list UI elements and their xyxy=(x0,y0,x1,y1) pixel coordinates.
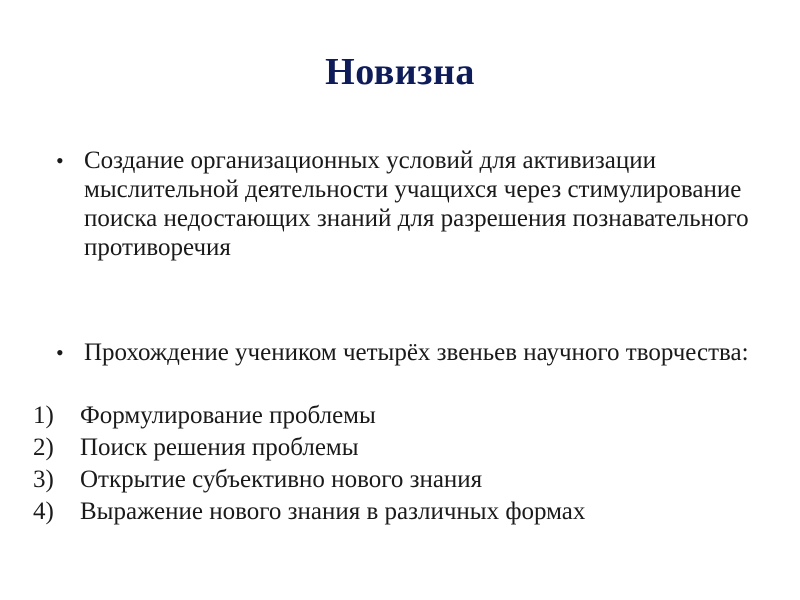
step-text: Поиск решения проблемы xyxy=(80,434,359,461)
bullet-text: Прохождение учеником четырёх звеньев научного творчества: xyxy=(84,339,749,366)
bullet-marker: • xyxy=(56,340,64,365)
step-number: 3) xyxy=(33,466,54,493)
step-text: Формулирование проблемы xyxy=(80,402,376,429)
step-text: Выражение нового знания в различных формах xyxy=(80,498,586,525)
bullet-item xyxy=(56,338,756,367)
step-number: 2) xyxy=(33,434,54,461)
step-number: 4) xyxy=(33,498,54,525)
bullet-text: Создание организационных условий для активизации мыслительной деятельности учащихся через стимулирование поиска недостающих знаний для разрешения познавательного противоречия xyxy=(84,147,749,261)
step-text: Открытие субъективно нового знания xyxy=(80,466,483,493)
step-item xyxy=(33,464,773,496)
bullet-item xyxy=(56,146,756,262)
step-item xyxy=(33,432,773,464)
step-number: 1) xyxy=(33,402,54,429)
bullet-marker: • xyxy=(56,148,64,173)
step-item xyxy=(33,400,773,432)
step-item xyxy=(33,496,773,528)
slide-title: Новизна xyxy=(325,51,475,93)
steps-list xyxy=(33,400,773,528)
